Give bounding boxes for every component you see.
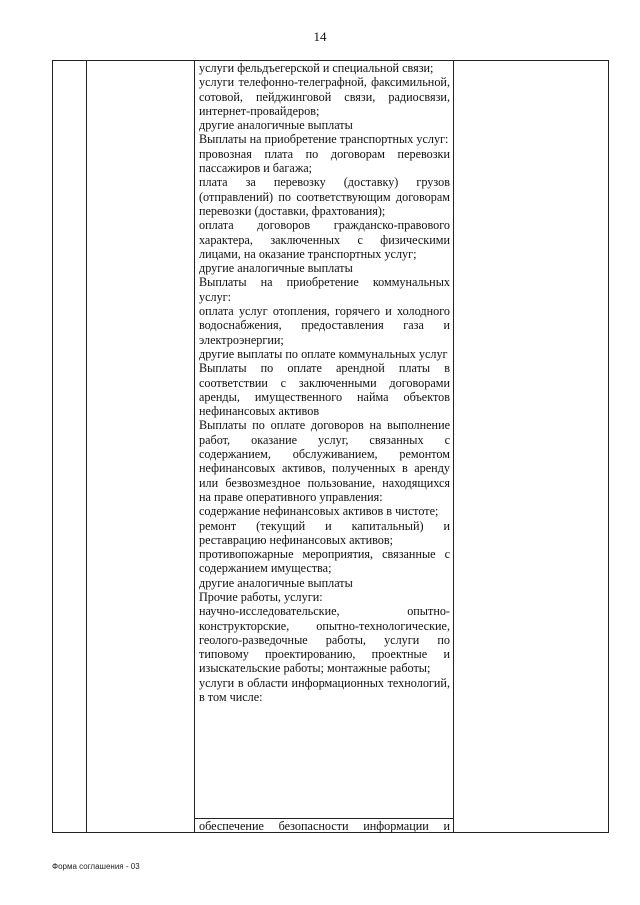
table-paragraph: противопожарные мероприятия, связанные с содержанием имущества;: [199, 547, 450, 576]
table-paragraph: провозная плата по договорам перевозки пассажиров и багажа;: [199, 146, 450, 176]
table-paragraph: другие выплаты по оплате коммунальных услуг: [199, 346, 448, 361]
table-paragraph: оплата договоров гражданско-правового характера, заключенных с физическими лицами, на оказание транспортных услуг;: [199, 218, 450, 261]
table-last-row-text: обеспечение безопасности информации и: [199, 819, 450, 833]
table-paragraph: плата за перевозку (доставку) грузов (отправлений) по соответствующим договорам перевозки (доставки, фрахтования);: [199, 175, 450, 218]
table-paragraph: другие аналогичные выплаты: [199, 118, 353, 133]
table-paragraph: Выплаты на приобретение транспортных услуг:: [199, 132, 449, 147]
table-paragraph: ремонт (текущий и капитальный) и реставрацию нефинансовых активов;: [199, 518, 450, 547]
column-divider: [453, 61, 454, 832]
table-paragraph: содержание нефинансовых активов в чистоте;: [199, 504, 439, 519]
table-paragraph: Выплаты на приобретение коммунальных услуг:: [199, 275, 450, 304]
table-paragraph: Выплаты по оплате договоров на выполнение работ, оказание услуг, связанных с содержанием, обслуживанием, ремонтом нефинансовых активов, полученных в аренду или безвозмездное пользование, находящихся на праве оперативного управления:: [199, 418, 450, 504]
table-paragraph: услуги фельдъегерской и специальной связи;: [199, 61, 434, 75]
column-divider: [86, 61, 87, 832]
description-cell: [199, 61, 450, 704]
table-paragraph: оплата услуг отопления, горячего и холодного водоснабжения, предоставления газа и электроэнергии;: [199, 304, 450, 347]
table-paragraph: другие аналогичные выплаты: [199, 261, 353, 276]
table-paragraph: Выплаты по оплате арендной платы в соответствии с заключенными договорами аренды, имущественного найма объектов нефинансовых активов: [199, 361, 450, 419]
table-paragraph: Прочие работы, услуги:: [199, 589, 323, 604]
table-paragraph: услуги телефонно-телеграфной, факсимильной, сотовой, пейджинговой связи, радиосвязи, интернет-провайдеров;: [199, 75, 450, 118]
table-paragraph: научно-исследовательские, опытно-конструкторские, опытно-технологические, геолого-разведочные работы, услуги по типовому проектированию, проектные и изыскательские работы; монтажные работы;: [199, 604, 450, 676]
document-table: [52, 60, 609, 833]
page-number: 14: [313, 29, 327, 44]
table-paragraph: услуги в области информационных технологий, в том числе:: [199, 675, 450, 705]
column-divider: [194, 61, 195, 832]
table-paragraph: другие аналогичные выплаты: [199, 575, 353, 590]
form-footer: Форма соглашения - 03: [52, 862, 140, 871]
